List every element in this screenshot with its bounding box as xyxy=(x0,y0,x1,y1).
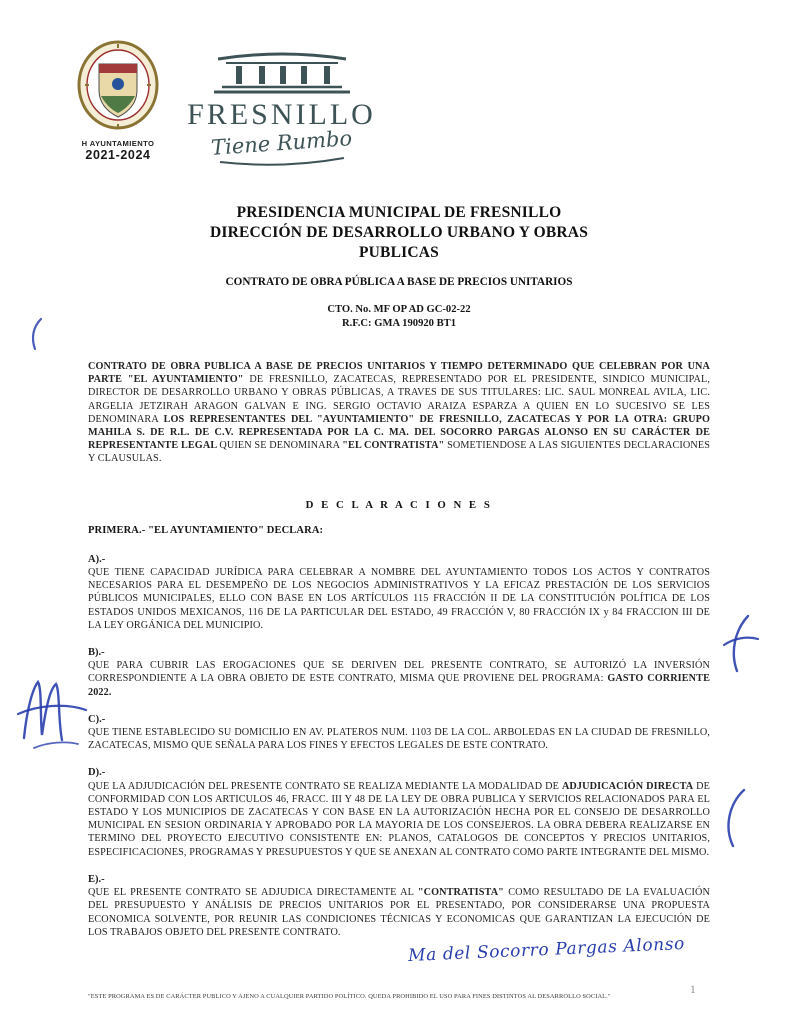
fresnillo-wordmark: FRESNILLO xyxy=(187,98,376,131)
intro-paragraph: CONTRATO DE OBRA PUBLICA A BASE DE PRECIOS UNITARIOS Y TIEMPO DETERMINADO QUE CELEBRAN POR UNA PARTE "EL AYUNTAMIENTO" DE FRESNILLO, ZACATECAS, REPRESENTADO POR EL PRESIDENTE, SINDICO MUNICIPAL, DIRECTOR DE DESARROLLO URBANO Y OBRAS PÚBLICAS, A TRAVES DE SUS TITULARES: LIC. SAUL MONREAL AVILA, LIC. ARGELIA JETZIRAH ARAGON GALVAN E ING. SERGIO OCTAVIO ARAIZA ESPARZA A QUIEN EN LO SUCESIVO SE LES DENOMINARA LOS REPRESENTANTES DEL "AYUNTAMIENTO" DE FRESNILLO, ZACATECAS Y POR LA OTRA: GRUPO MAHILA S. DE R.L. DE C.V. REPRESENTADA POR LA C. MA. DEL SOCORRO PARGAS ALONSO EN SU CARÁCTER DE REPRESENTANTE LEGAL QUIEN SE DENOMINARA "EL CONTRATISTA" SOMETIENDOSE A LAS SIGUIENTES DECLARACIONES Y CLAUSULAS. xyxy=(88,361,710,465)
ink-initials-left-icon xyxy=(14,674,94,763)
clause-label: A).- xyxy=(88,553,106,565)
document-body xyxy=(88,0,710,953)
clause-text: QUE PARA CUBRIR LAS EROGACIONES QUE SE DERIVEN DEL PRESENTE CONTRATO, SE AUTORIZÓ LA INVERSIÓN CORRESPONDIENTE A LA OBRA OBJETO DE ESTE CONTRATO, MISMA QUE PROVIENE DEL PROGRAMA: GASTO CORRIENTE 2022. xyxy=(88,660,710,698)
declaration-clause xyxy=(88,646,710,699)
primera-heading: PRIMERA.- "EL AYUNTAMIENTO" DECLARA: xyxy=(88,524,324,536)
clause-label: C).- xyxy=(88,713,106,725)
declaration-clause xyxy=(88,873,710,939)
clause-text: QUE TIENE ESTABLECIDO SU DOMICILIO EN AV. PLATEROS NUM. 1103 DE LA COL. ARBOLEDAS EN LA CIUDAD DE FRESNILLO, ZACATECAS, MISMO QUE SEÑALA PARA LOS FINES Y EFECTOS LEGALES DE ESTE CONTRATO. xyxy=(88,727,710,752)
ink-mark-top-left-icon xyxy=(26,316,48,357)
term-years: 2021-2024 xyxy=(85,148,151,162)
declaration-clause xyxy=(88,766,710,858)
footer-disclaimer: "ESTE PROGRAMA ES DE CARÁCTER PUBLICO Y AJENO A CUALQUIER PARTIDO POLÍTICO. QUEDA PROHIBIDO EL USO PARA FINES DISTINTOS AL DESARROLLO SOCIAL." xyxy=(88,993,611,1000)
clause-label: B).- xyxy=(88,647,105,659)
declaration-clause xyxy=(88,713,710,753)
contract-identifiers xyxy=(88,303,710,330)
handwritten-signature: Ma del Socorro Pargas Alonso xyxy=(407,933,686,967)
contract-subtitle: CONTRATO DE OBRA PÚBLICA A BASE DE PRECIOS UNITARIOS xyxy=(225,276,573,288)
title-line-1: PRESIDENCIA MUNICIPAL DE FRESNILLO xyxy=(236,204,562,221)
clause-label: D).- xyxy=(88,767,106,779)
title-line-3: PUBLICAS xyxy=(359,244,439,261)
document-title xyxy=(88,203,710,263)
clause-text: QUE EL PRESENTE CONTRATO SE ADJUDICA DIRECTAMENTE AL "CONTRATISTA" COMO RESULTADO DE LA EVALUACIÓN DEL PRESUPUESTO Y ANÁLISIS DE PRECIOS UNITARIOS POR EL PRESENTADO, POR CONSIDERARSE UNA PROPUESTA ECONOMICA SOLVENTE, POR REUNIR LAS CONDICIONES TÉCNICAS Y ECONOMICAS QUE GARANTIZAN LA EJECUCIÓN DE LOS TRABAJOS OBJETO DEL PRESENTE CONTRATO. xyxy=(88,887,710,938)
ink-flourish-right-1-icon xyxy=(716,612,764,681)
clause-text: QUE TIENE CAPACIDAD JURÍDICA PARA CELEBRAR A NOMBRE DEL AYUNTAMIENTO TODOS LOS ACTOS Y CONTRATOS NECESARIOS PARA EL DESEMPEÑO DE LOS NEGOCIOS ADMINISTRATIVOS Y LA EFICAZ PRESTACIÓN DE LOS SERVICIOS PÚBLICOS MUNICIPALES, ELLO CON BASE EN LOS ARTÍCULOS 115 FRACCIÓN II DE LA CONSTITUCIÓN POLÍTICA DE LOS ESTADOS UNIDOS MEXICANOS, 116 DE LA PARTICULAR DEL ESTADO, 49 FRACCIÓN V, 80 FRACCIÓN IX y 84 FRACCION III DE LA LEY ORGÁNICA DEL MUNICIPIO. xyxy=(88,567,710,631)
fresnillo-tagline: Tiene Rumbo xyxy=(210,126,353,160)
clause-text: QUE LA ADJUDICACIÓN DEL PRESENTE CONTRATO SE REALIZA MEDIANTE LA MODALIDAD DE ADJUDICACIÓN DIRECTA DE CONFORMIDAD CON LOS ARTICULOS 46, FRACC. III Y 48 DE LA LEY DE OBRA PUBLICA Y SERVICIOS RELACIONADOS PARA EL ESTADO Y LOS MUNICIPIOS DE ZACATECAS Y CON BASE EN LA AUTORIZACIÓN HECHA POR EL CONSEJO DE DESARROLLO MUNICIPAL EN SESION ORDINARIA Y APROBADO POR LA MAYORIA DE LOS CONSEJEROS. LA OBRA DEBERA REALIZARSE EN TERMINO DEL PROYECTO EJECUTIVO CONSISTENTE EN: PLANOS, CATALOGOS DE CONCEPTOS Y PRECIOS UNITARIOS, ESPECIFICACIONES, PROGRAMAS Y PRESUPUESTOS Y QUE SE ANEXAN AL CONTRATO COMO PARTE INTEGRANTE DEL MISMO. xyxy=(88,780,710,858)
declaration-clause xyxy=(88,553,710,632)
crest-caption: H AYUNTAMIENTO xyxy=(81,139,155,148)
contract-rfc: R.F.C: GMA 190920 BT1 xyxy=(341,317,457,329)
title-line-2: DIRECCIÓN DE DESARROLLO URBANO Y OBRAS xyxy=(209,224,589,241)
clause-label: E).- xyxy=(88,873,105,885)
page-number: 1 xyxy=(690,984,696,996)
ink-flourish-right-2-icon xyxy=(714,786,756,855)
clauses-list xyxy=(88,553,710,939)
declarations-heading: D E C L A R A C I O N E S xyxy=(305,498,493,511)
contract-number: CTO. No. MF OP AD GC-02-22 xyxy=(327,304,471,315)
